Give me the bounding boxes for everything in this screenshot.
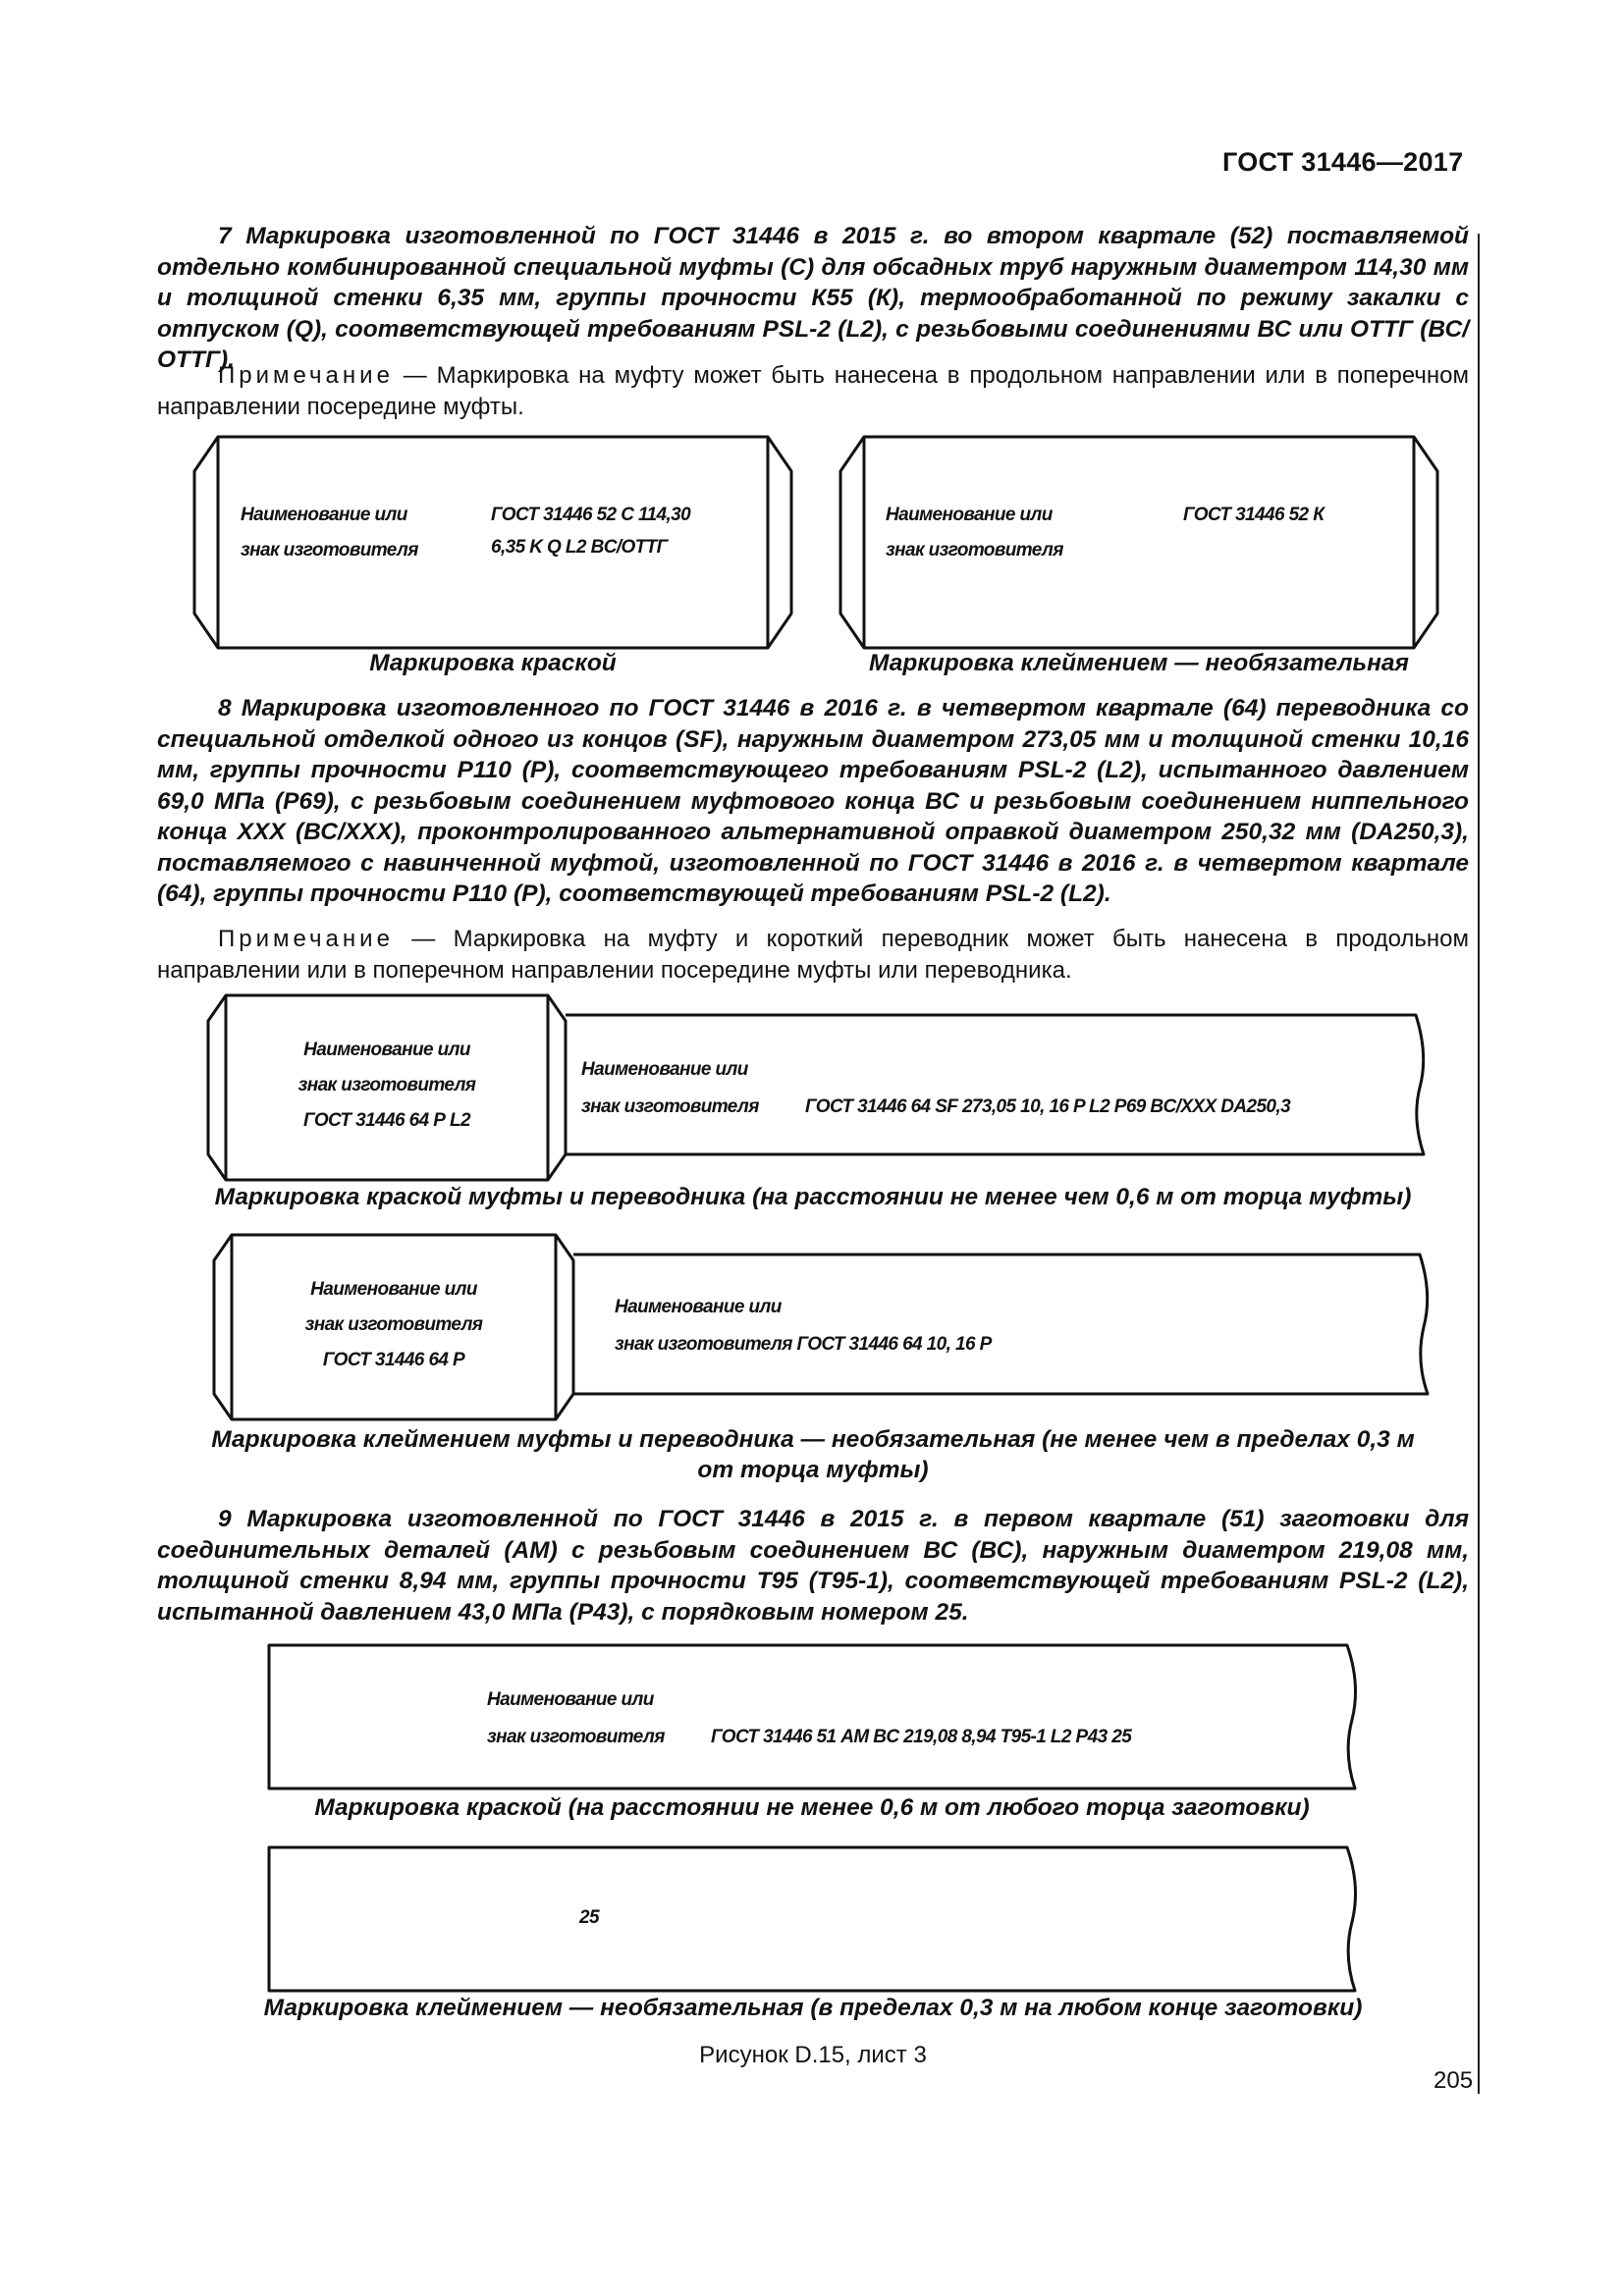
item8-paint-sub-line1: Наименование или: [581, 1059, 748, 1080]
paint-maker-line1: Наименование или: [241, 505, 407, 525]
item8-stamp-sub-line1: Наименование или: [615, 1297, 782, 1317]
caption-stamp-7: Маркировка клеймением — необязательная: [869, 650, 1409, 676]
page-number: 205: [1434, 2067, 1474, 2094]
item8-stamp-coupling-line3: ГОСТ 31446 64 Р: [322, 1350, 465, 1370]
caption-stamp-9: Маркировка клеймением — необязательная (в пределах 0,3 м на любом конце заготовки): [263, 1995, 1363, 2021]
note-label: Примечание: [218, 926, 394, 952]
item8-stamp-coupling-line1: Наименование или: [310, 1279, 477, 1300]
stamp-maker-line2: знак изготовителя: [886, 540, 1063, 561]
paint-maker-line2: знак изготовителя: [241, 540, 418, 561]
caption-stamp-8-line2: от торца муфты): [697, 1457, 929, 1483]
item9-stamp-number: 25: [579, 1907, 599, 1928]
item-8-text: 8 Маркировка изготовленного по ГОСТ 31446 в 2016 г. в четвертом квартале (64) переводника со специальной отделкой одного из концов (SF), наружным диаметром 273,05 мм и толщиной стенки 10,16 мм, группы прочности Р110 (Р), соответствующего требованиям PSL-2 (L2), испытанного давлением 69,0 МПа (Р69), с резьбовым соединением муфтового конца ВС и резьбовым соединением ниппельного конца ХХХ (ВС/ХХХ), проконтролированного альтернативной оправкой диаметром 250,32 мм (DA250,3), поставляемого с навинченной муфтой, изготовленной по ГОСТ 31446 в 2016 г. в четвертом квартале (64), группы прочности Р110 (Р), соответствующей требованиям PSL-2 (L2).: [157, 695, 1469, 907]
caption-paint-7: Маркировка краской: [369, 650, 617, 676]
item8-paint-sub-maker: знак изготовителя: [581, 1096, 759, 1117]
item-9-text: 9 Маркировка изготовленной по ГОСТ 31446 в 2015 г. в первом квартале (51) заготовки для соединительных деталей (AM) с резьбовым соединением ВС (ВС), наружным диаметром 219,08 мм, толщиной стенки 8,94 мм, группы прочности Т95 (Т95-1), соответствующей требованиям PSL-2 (L2), испытанной давлением 43,0 МПа (Р43), с порядковым номером 25.: [157, 1506, 1469, 1626]
note-text: — Маркировка на муфту и короткий переводник может быть нанесена в продольном направлении или в поперечном направлении посередине муфты или переводника.: [157, 926, 1469, 984]
caption-paint-9: Маркировка краской (на расстоянии не менее 0,6 м от любого торца заготовки): [314, 1794, 1310, 1821]
item8-paint-sub-code: ГОСТ 31446 64 SF 273,05 10, 16 P L2 P69 BC/XXX DA250,3: [805, 1096, 1291, 1117]
paint-code-line1: ГОСТ 31446 52 С 114,30: [491, 505, 691, 525]
item8-stamp-sub-line2: знак изготовителя ГОСТ 31446 64 10, 16 P: [615, 1334, 992, 1355]
item-7-text: 7 Маркировка изготовленной по ГОСТ 31446 в 2015 г. во втором квартале (52) поставляемой отдельно комбинированной специальной муфты (С) для обсадных труб наружным диаметром 114,30 мм и толщиной стенки 6,35 мм, группы прочности К55 (К), термообработанной по режиму закалки с отпуском (Q), соответствующей требованиям PSL-2 (L2), с резьбовыми соединениями ВС или ОТТГ (ВС/ОТТГ).: [157, 223, 1469, 373]
item8-stamp-coupling-line2: знак изготовителя: [304, 1314, 483, 1335]
note-label: Примечание: [218, 362, 394, 389]
item9-paint-maker: знак изготовителя: [487, 1727, 665, 1747]
stamp-maker-line1: Наименование или: [886, 505, 1053, 525]
item8-paint-coupling-line1: Наименование или: [303, 1040, 470, 1060]
figure-caption: Рисунок D.15, лист 3: [699, 2042, 927, 2068]
item8-paint-coupling-line3: ГОСТ 31446 64 Р L2: [303, 1110, 470, 1131]
stamp-code: ГОСТ 31446 52 К: [1183, 505, 1325, 525]
note-text: — Маркировка на муфту может быть нанесена в продольном направлении или в поперечном направлении посередине муфты.: [157, 362, 1469, 420]
paint-code-line2: 6,35 K Q L2 BC/ОТТГ: [491, 537, 668, 558]
item9-paint-code: ГОСТ 31446 51 AM BC 219,08 8,94 T95-1 L2 P43 25: [711, 1727, 1132, 1747]
item-8-note: [157, 924, 1469, 986]
item8-paint-coupling-line2: знак изготовителя: [298, 1075, 476, 1095]
standard-code: ГОСТ 31446—2017: [1222, 147, 1464, 177]
blank-outline-stamp: [269, 1847, 1356, 1991]
caption-stamp-8-line1: Маркировка клеймением муфты и переводника — необязательная (не менее чем в пределах 0,3 м: [211, 1426, 1415, 1453]
blank-outline-paint: [269, 1645, 1356, 1789]
caption-paint-8: Маркировка краской муфты и переводника (на расстоянии не менее чем 0,6 м от торца муфты): [214, 1184, 1412, 1210]
item9-paint-line1: Наименование или: [487, 1689, 654, 1710]
